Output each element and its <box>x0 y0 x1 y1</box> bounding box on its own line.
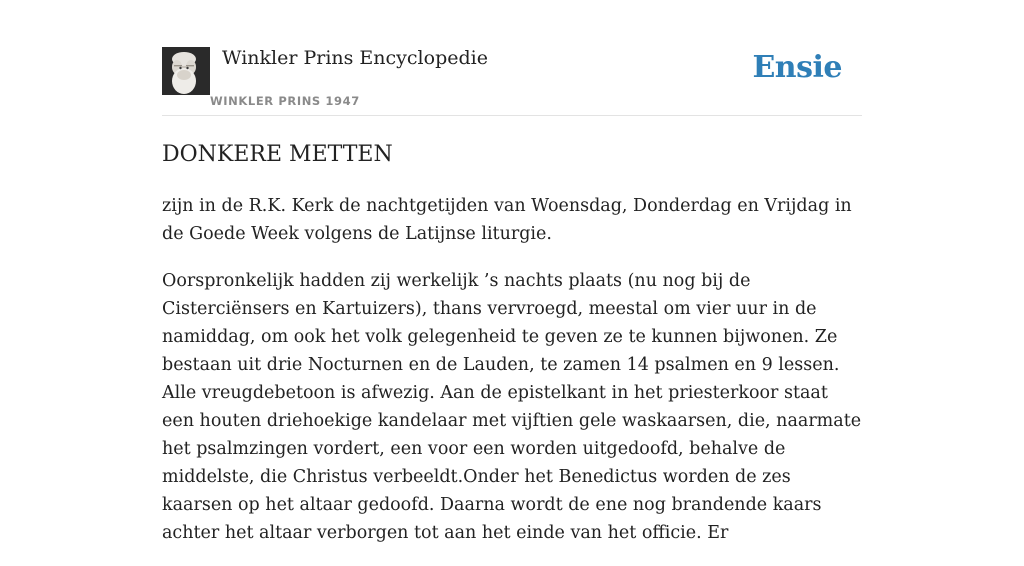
site-title[interactable]: Winkler Prins Encyclopedie <box>222 47 488 69</box>
site-header <box>162 0 862 116</box>
page <box>162 0 862 543</box>
bearded-man-portrait-icon <box>162 47 210 95</box>
article-body <box>162 192 862 566</box>
article-paragraph: Oorspronkelijk hadden zij werkelijk ’s nachts plaats (nu nog bij de Cisterciënsers en Kartuizers), thans vervroegd, meestal om vier uur in de namiddag, om ook het volk gelegenheid te geven ze te kunnen bijwonen. Ze bestaan uit drie Nocturnen en de Lauden, te zamen 14 psalmen en 9 lessen. Alle vreugdebetoon is afwezig. Aan de epistelkant in het priesterkoor staat een houten driehoekige kandelaar met vijftien gele waskaarsen, die, naarmate het psalmzingen vordert, een voor een worden uitgedoofd, behalve de middelste, die Christus verbeeldt.Onder het Benedictus worden de zes kaarsen op het altaar gedoofd. Daarna wordt de ene nog brandende kaars achter het altaar verborgen tot aan het einde van het officie. Er <box>162 271 862 543</box>
article-paragraph: zijn in de R.K. Kerk de nachtgetijden van Woensdag, Donderdag en Vrijdag in de Goede Week volgens de Latijnse liturgie. <box>162 196 852 244</box>
article-title: DONKERE METTEN <box>162 142 393 167</box>
avatar[interactable] <box>162 47 210 95</box>
site-subtitle: WINKLER PRINS 1947 <box>210 94 360 108</box>
ensie-logo[interactable]: Ensie <box>752 50 842 85</box>
